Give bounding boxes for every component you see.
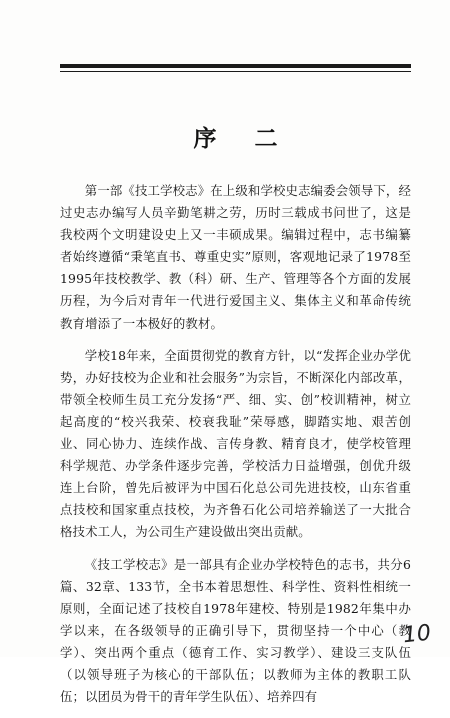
paragraph-2: 学校18年来，全面贯彻党的教育方针，以“发挥企业办学优势，办好技校为企业和社会服务”为宗旨，不断深化内部改革，带领全校师生员工充分发扬“严、细、实、创”校训精神，树立起高度的“校兴我荣、校衰我耻”荣辱感，脚踏实地、艰苦创业、同心协力、连续作战、言传身教、精育良才，使学校管理科学规范、办学条件逐步完善，学校活力日益增强，创优升级连上台阶，曾先后被评为中国石化总公司先进技校，山东省重点技校和国家重点技校，为齐鲁石化公司培养输送了一大批合格技术工人，为公司生产建设做出突出贡献。 [60, 347, 411, 540]
header-rule-thin [60, 71, 411, 72]
paragraph-1: 第一部《技工学校志》在上级和学校史志编委会领导下，经过史志办编写人员辛勤笔耕之劳，历时三载成书问世了，这是我校两个文明建设史上又一丰硕成果。编辑过程中，志书编纂者始终遵循“秉笔直书、尊重史实”原则，客观地记录了1978至1995年技校教学、教（科）研、生产、管理等各个方面的发展历程，为今后对青年一代进行爱国主义、集体主义和革命传统教育增添了一本极好的教材。 [60, 183, 411, 331]
body-text [60, 180, 411, 718]
handwritten-page-number: 10 [401, 620, 433, 649]
paragraph-3: 《技工学校志》是一部具有企业办学校特色的志书，共分6篇、32章、133节，全书本着思想性、科学性、资料性相统一原则，全面记述了技校自1978年建校、特别是1982年集中办学以来，在各级领导的正确引导下，贯彻坚持一个中心（教学）、突出两个重点（德育工作、实习教学）、建设三支队伍（以领导班子为核心的干部队伍；以教师为主体的教职工队伍；以团员为骨干的青年学生队伍）、培养四有 [60, 556, 411, 705]
preface-heading: 序二 [193, 125, 316, 152]
header-rule-thick [60, 64, 411, 68]
